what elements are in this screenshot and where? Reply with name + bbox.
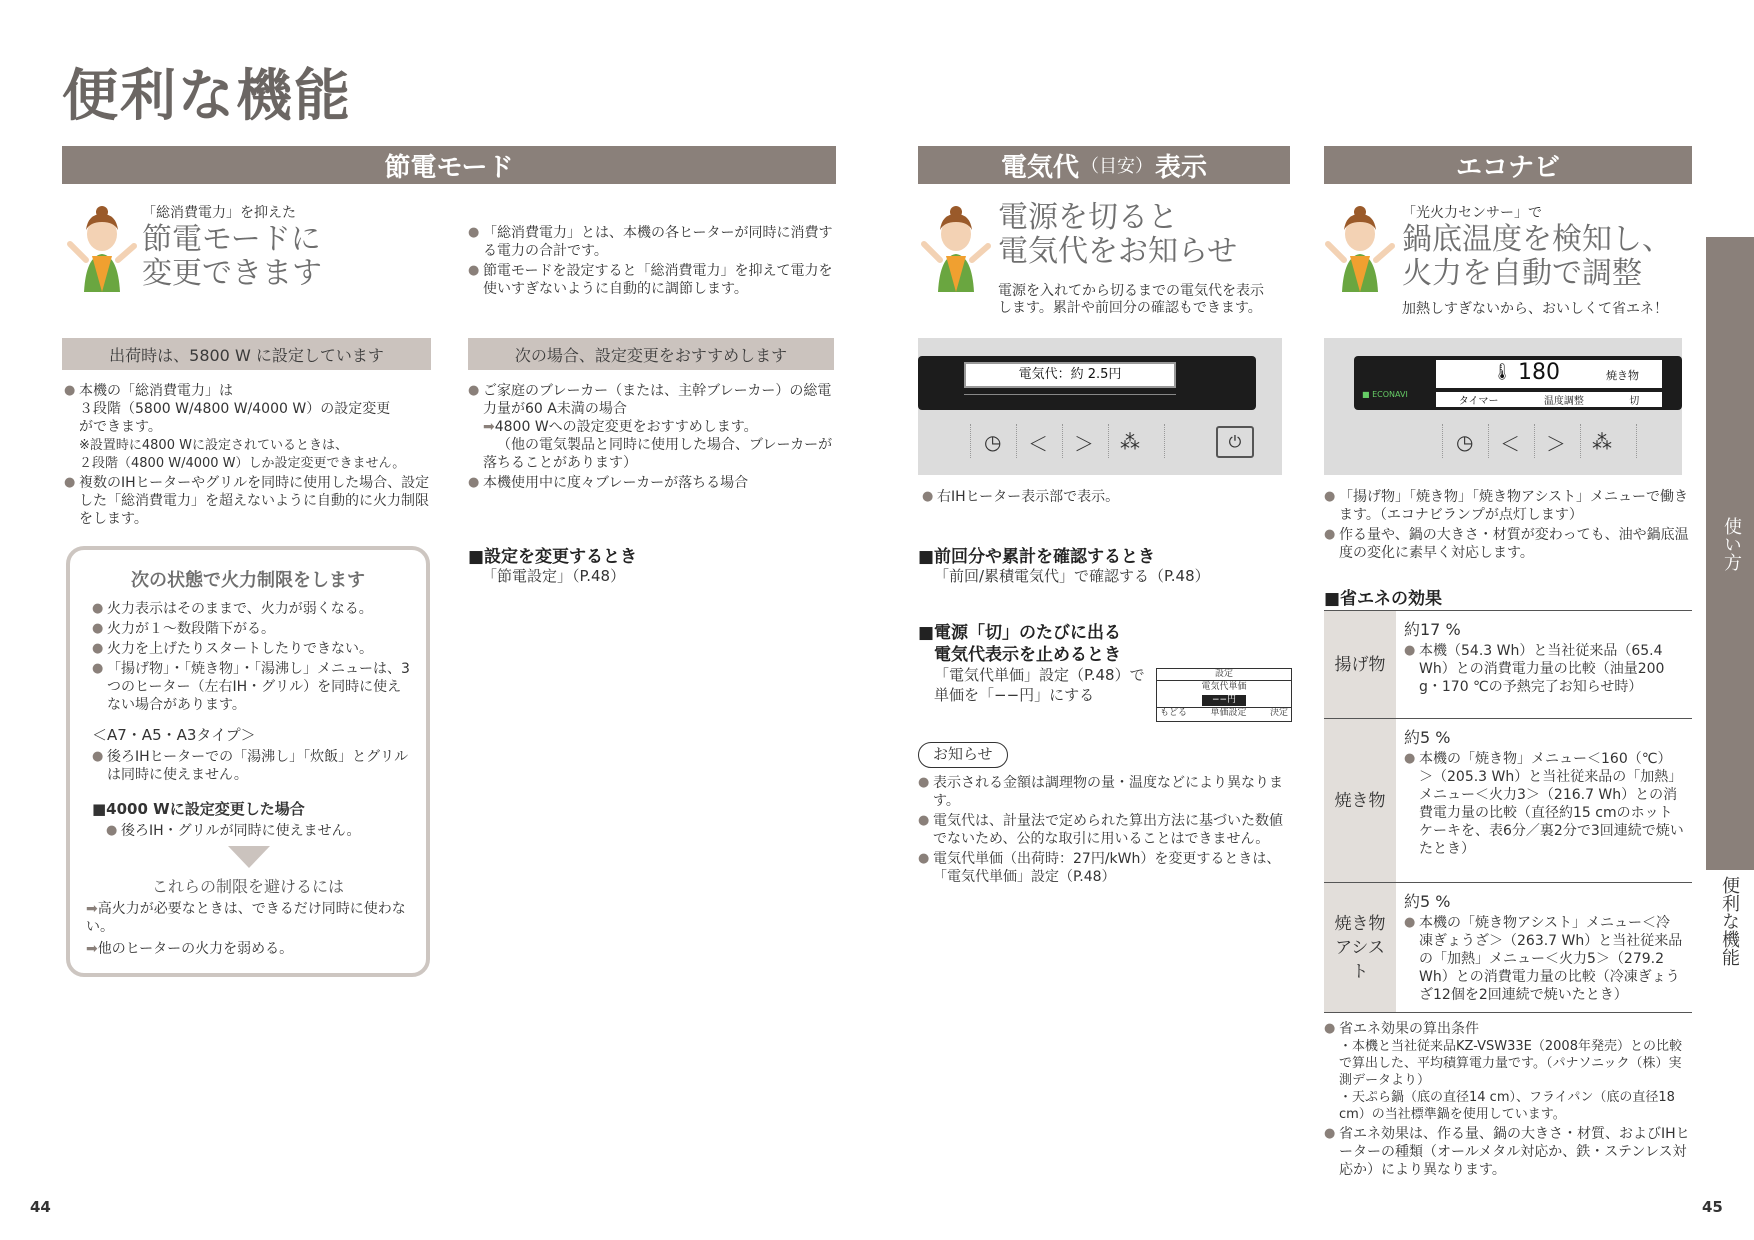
econavi-small: 「光火力センサー」で <box>1402 205 1542 221</box>
control-panel-electricity <box>918 338 1282 475</box>
check-heading: ■前回分や累計を確認するとき <box>918 547 1156 567</box>
list-item: ● 後ろIH・グリルが同時に使えません。 <box>106 822 406 840</box>
notice-label: お知らせ <box>918 742 1008 768</box>
table-row: 焼き物アシスト 約5 % ● 本機の「焼き物アシスト」メニュー＜冷凍ぎょうざ＞（263.7 Wh）と当社従来品の「加熱」メニュー＜火力5＞（279.2 Wh）との消費電力量の比較（冷凍ぎょうざ12個を2回連続で焼いたとき） <box>1324 883 1692 1013</box>
box-title: 次の状態で火力制限をします <box>131 570 365 591</box>
list-item: ● 省エネ効果は、作る量、鍋の大きさ・材質、およびIHヒーターの種類（オールメタル対応か、鉄・ステンレス対応か）により異なります。 <box>1324 1125 1694 1179</box>
table-row: 焼き物 約5 % ● 本機の「焼き物」メニュー＜160（℃）＞（205.3 Wh）と当社従来品の「加熱」メニュー＜火力3＞（216.7 Wh）との消費電力量の比較（直径約15 cmのホットケーキを、表6分／裏2分で3回連続で焼いたとき） <box>1324 719 1692 883</box>
sub-bar-default: 出荷時は、5800 W に設定しています <box>62 338 431 370</box>
intro-small: 「総消費電力」を抑えた <box>142 205 296 221</box>
econavi-display: ■ ECONAVI 🌡 180 焼き物 タイマー 温度調整 切 <box>1354 356 1682 410</box>
section-bar-power-save: 節電モード <box>62 146 836 184</box>
section-bar-electricity: 電気代 （目安） 表示 <box>918 146 1290 184</box>
display-readout: 電気代：約 2.5円 <box>964 362 1176 388</box>
stop-text-2: 単価を「−−円」にする <box>934 686 1095 704</box>
list-item: ● 複数のIHヒーターやグリルを同時に使用した場合、設定した「総消費電力」を超えないように自動的に火力制限をします。 <box>64 474 434 528</box>
side-label-features: 便利な機能 <box>1719 876 1740 966</box>
box-types: ＜A7・A5・A3タイプ＞ <box>92 726 256 744</box>
page-title: 便利な機能 <box>62 64 352 129</box>
power-button[interactable]: ⏻ <box>1216 426 1254 458</box>
box-arrow-2: ➡他のヒーターの火力を弱める。 <box>86 941 294 957</box>
list-item: ● 火力を上げたりスタートしたりできない。 <box>92 640 412 658</box>
default-setting-text <box>64 382 434 530</box>
left-button[interactable]: ＜ <box>1028 432 1048 456</box>
stop-heading-1: ■電源「切」のたびに出る <box>918 623 1122 643</box>
left-button[interactable]: ＜ <box>1500 432 1520 456</box>
list-item: ● 電気代単価（出荷時：27円/kWh）を変更するときは、「電気代単価」設定（P.48） <box>918 850 1292 886</box>
list-item: ● 節電モードを設定すると「総消費電力」を抑えて電力を使いすぎないように自動的に調節します。 <box>468 262 834 298</box>
mode-label: 焼き物 <box>1606 369 1639 382</box>
limit-list <box>92 600 412 716</box>
side-tab-usage[interactable]: 使い方 <box>1706 237 1754 870</box>
change-heading: ■設定を変更するとき <box>468 547 638 567</box>
guide-girl-illustration <box>920 204 992 292</box>
list-item: ● 電気代は、計量法で定められた算出方法に基づいた数値でないため、公的な取引に用いることはできません。 <box>918 812 1292 848</box>
mid-small-1: 電源を入れてから切るまでの電気代を表示 <box>998 283 1264 299</box>
list-item: ● 本機使用中に度々ブレーカーが落ちる場合 <box>468 474 836 492</box>
check-reference: 「前回/累積電気代」で確認する（P.48） <box>934 567 1210 585</box>
list-item: ● 作る量や、鍋の大きさ・材質が変わっても、油や鍋底温度の変化に素早く対応します。 <box>1324 526 1692 562</box>
calculation-notes <box>1324 1020 1694 1181</box>
mid-lead-2: 電気代をお知らせ <box>998 234 1238 269</box>
mid-small-2: します。累計や前回分の確認もできます。 <box>998 300 1262 316</box>
list-item: ● 「揚げ物」・「焼き物」・「湯沸し」メニューは、3つのヒーター（左右IH・グリル）を同時に使えない場合があります。 <box>92 660 412 714</box>
mini-settings-display: 設定 電気代単価 −−円 もどる 単価設定 決定 <box>1156 668 1292 722</box>
econavi-lead-2: 火力を自動で調整 <box>1402 256 1642 291</box>
list-item: ● 「総消費電力」とは、本機の各ヒーターが同時に消費する電力の合計です。 <box>468 224 834 260</box>
thermometer-icon: 🌡 <box>1492 362 1513 381</box>
right-button[interactable]: ＞ <box>1546 432 1566 456</box>
stop-text-1: 「電気代単価」設定（P.48）で <box>934 666 1145 684</box>
power-save-explanation <box>468 224 834 300</box>
timer-icon[interactable]: ◷ <box>984 430 1002 454</box>
effect-heading: ■省エネの効果 <box>1324 589 1443 609</box>
econavi-tagline: 加熱しすぎないから、おいしくて省エネ！ <box>1402 301 1668 317</box>
econavi-bullets <box>1324 488 1692 564</box>
timer-icon[interactable]: ◷ <box>1456 430 1474 454</box>
mid-lead-1: 電源を切ると <box>998 200 1178 235</box>
list-item: ● 火力が１～数段階下がる。 <box>92 620 412 638</box>
list-item: ● ご家庭のブレーカー（または、主幹ブレーカー）の総電力量が60 A未満の場合 ➡4800 Wへの設定変更をおすすめします。 （他の電気製品と同時に使用した場合、ブレーカーが落ちることがあります） <box>468 382 836 472</box>
right-button[interactable]: ＞ <box>1074 432 1094 456</box>
guide-girl-illustration <box>66 204 138 292</box>
notice-list <box>918 774 1292 888</box>
intro-lead-2: 変更できます <box>142 256 322 291</box>
display-caption: ● 右IHヒーター表示部で表示。 <box>922 488 1282 506</box>
intro-lead-1: 節電モードに <box>142 222 321 257</box>
list-item: ● 表示される金額は調理物の量・温度などにより異なります。 <box>918 774 1292 810</box>
list-item: ● 「揚げ物」「焼き物」「焼き物アシスト」メニューで働きます。（エコナビランプが点灯します） <box>1324 488 1692 524</box>
temperature-value: 180 <box>1518 360 1560 385</box>
econavi-lead-1: 鍋底温度を検知し、 <box>1402 222 1672 257</box>
settings-icon[interactable]: ⁂ <box>1120 430 1140 454</box>
recommend-text <box>468 382 836 494</box>
settings-icon[interactable]: ⁂ <box>1592 430 1612 454</box>
table-row: 揚げ物 約17 % ● 本機（54.3 Wh）と当社従来品（65.4 Wh）との消費電力量の比較（油量200 g・170 ℃の予熱完了お知らせ時） <box>1324 611 1692 719</box>
sub-bar-recommend: 次の場合、設定変更をおすすめします <box>468 338 834 370</box>
control-panel-econavi <box>1324 338 1682 475</box>
section-bar-econavi: エコナビ <box>1324 146 1692 184</box>
page-number-right: 45 <box>1702 1198 1723 1216</box>
box-4000-heading: ■4000 Wに設定変更した場合 <box>92 800 305 818</box>
list-item: ● 火力表示はそのままで、火力が弱くなる。 <box>92 600 412 618</box>
fire-limit-box <box>66 546 430 977</box>
box-arrow-1: ➡高火力が必要なときは、できるだけ同時に使わない。 <box>86 901 406 935</box>
box-avoid: これらの制限を避けるには <box>151 877 344 896</box>
down-arrow-icon <box>228 846 270 868</box>
arrow-icon: ➡ <box>86 941 98 957</box>
list-item: ● 省エネ効果の算出条件 ・本機と当社従来品KZ-VSW33E（2008年発売）との比較で算出した、平均積算電力量です。（パナソニック（株）実測データより） ・天ぷら鍋（底の直径14 cm）、フライパン（底の直径18 cm）の当社標準鍋を使用しています。 <box>1324 1020 1694 1123</box>
guide-girl-illustration <box>1324 204 1396 292</box>
arrow-icon: ➡ <box>483 419 495 435</box>
list-item: ● 後ろIHヒーターでの「湯沸し」「炊飯」とグリルは同時に使えません。 <box>92 748 412 784</box>
page-number-left: 44 <box>30 1198 51 1216</box>
arrow-icon: ➡ <box>86 901 98 917</box>
display-screen <box>918 356 1256 410</box>
energy-saving-table <box>1324 610 1692 1013</box>
stop-heading-2: 電気代表示を止めるとき <box>934 645 1121 665</box>
change-reference: 「節電設定」（P.48） <box>482 567 626 585</box>
list-item: ● 本機の「総消費電力」は ３段階（5800 W/4800 W/4000 W）の設定変更 ができます。 ※設置時に4800 Wに設定されているときは、 ２段階（4800 W/4000 W）しか設定変更できません。 <box>64 382 434 472</box>
